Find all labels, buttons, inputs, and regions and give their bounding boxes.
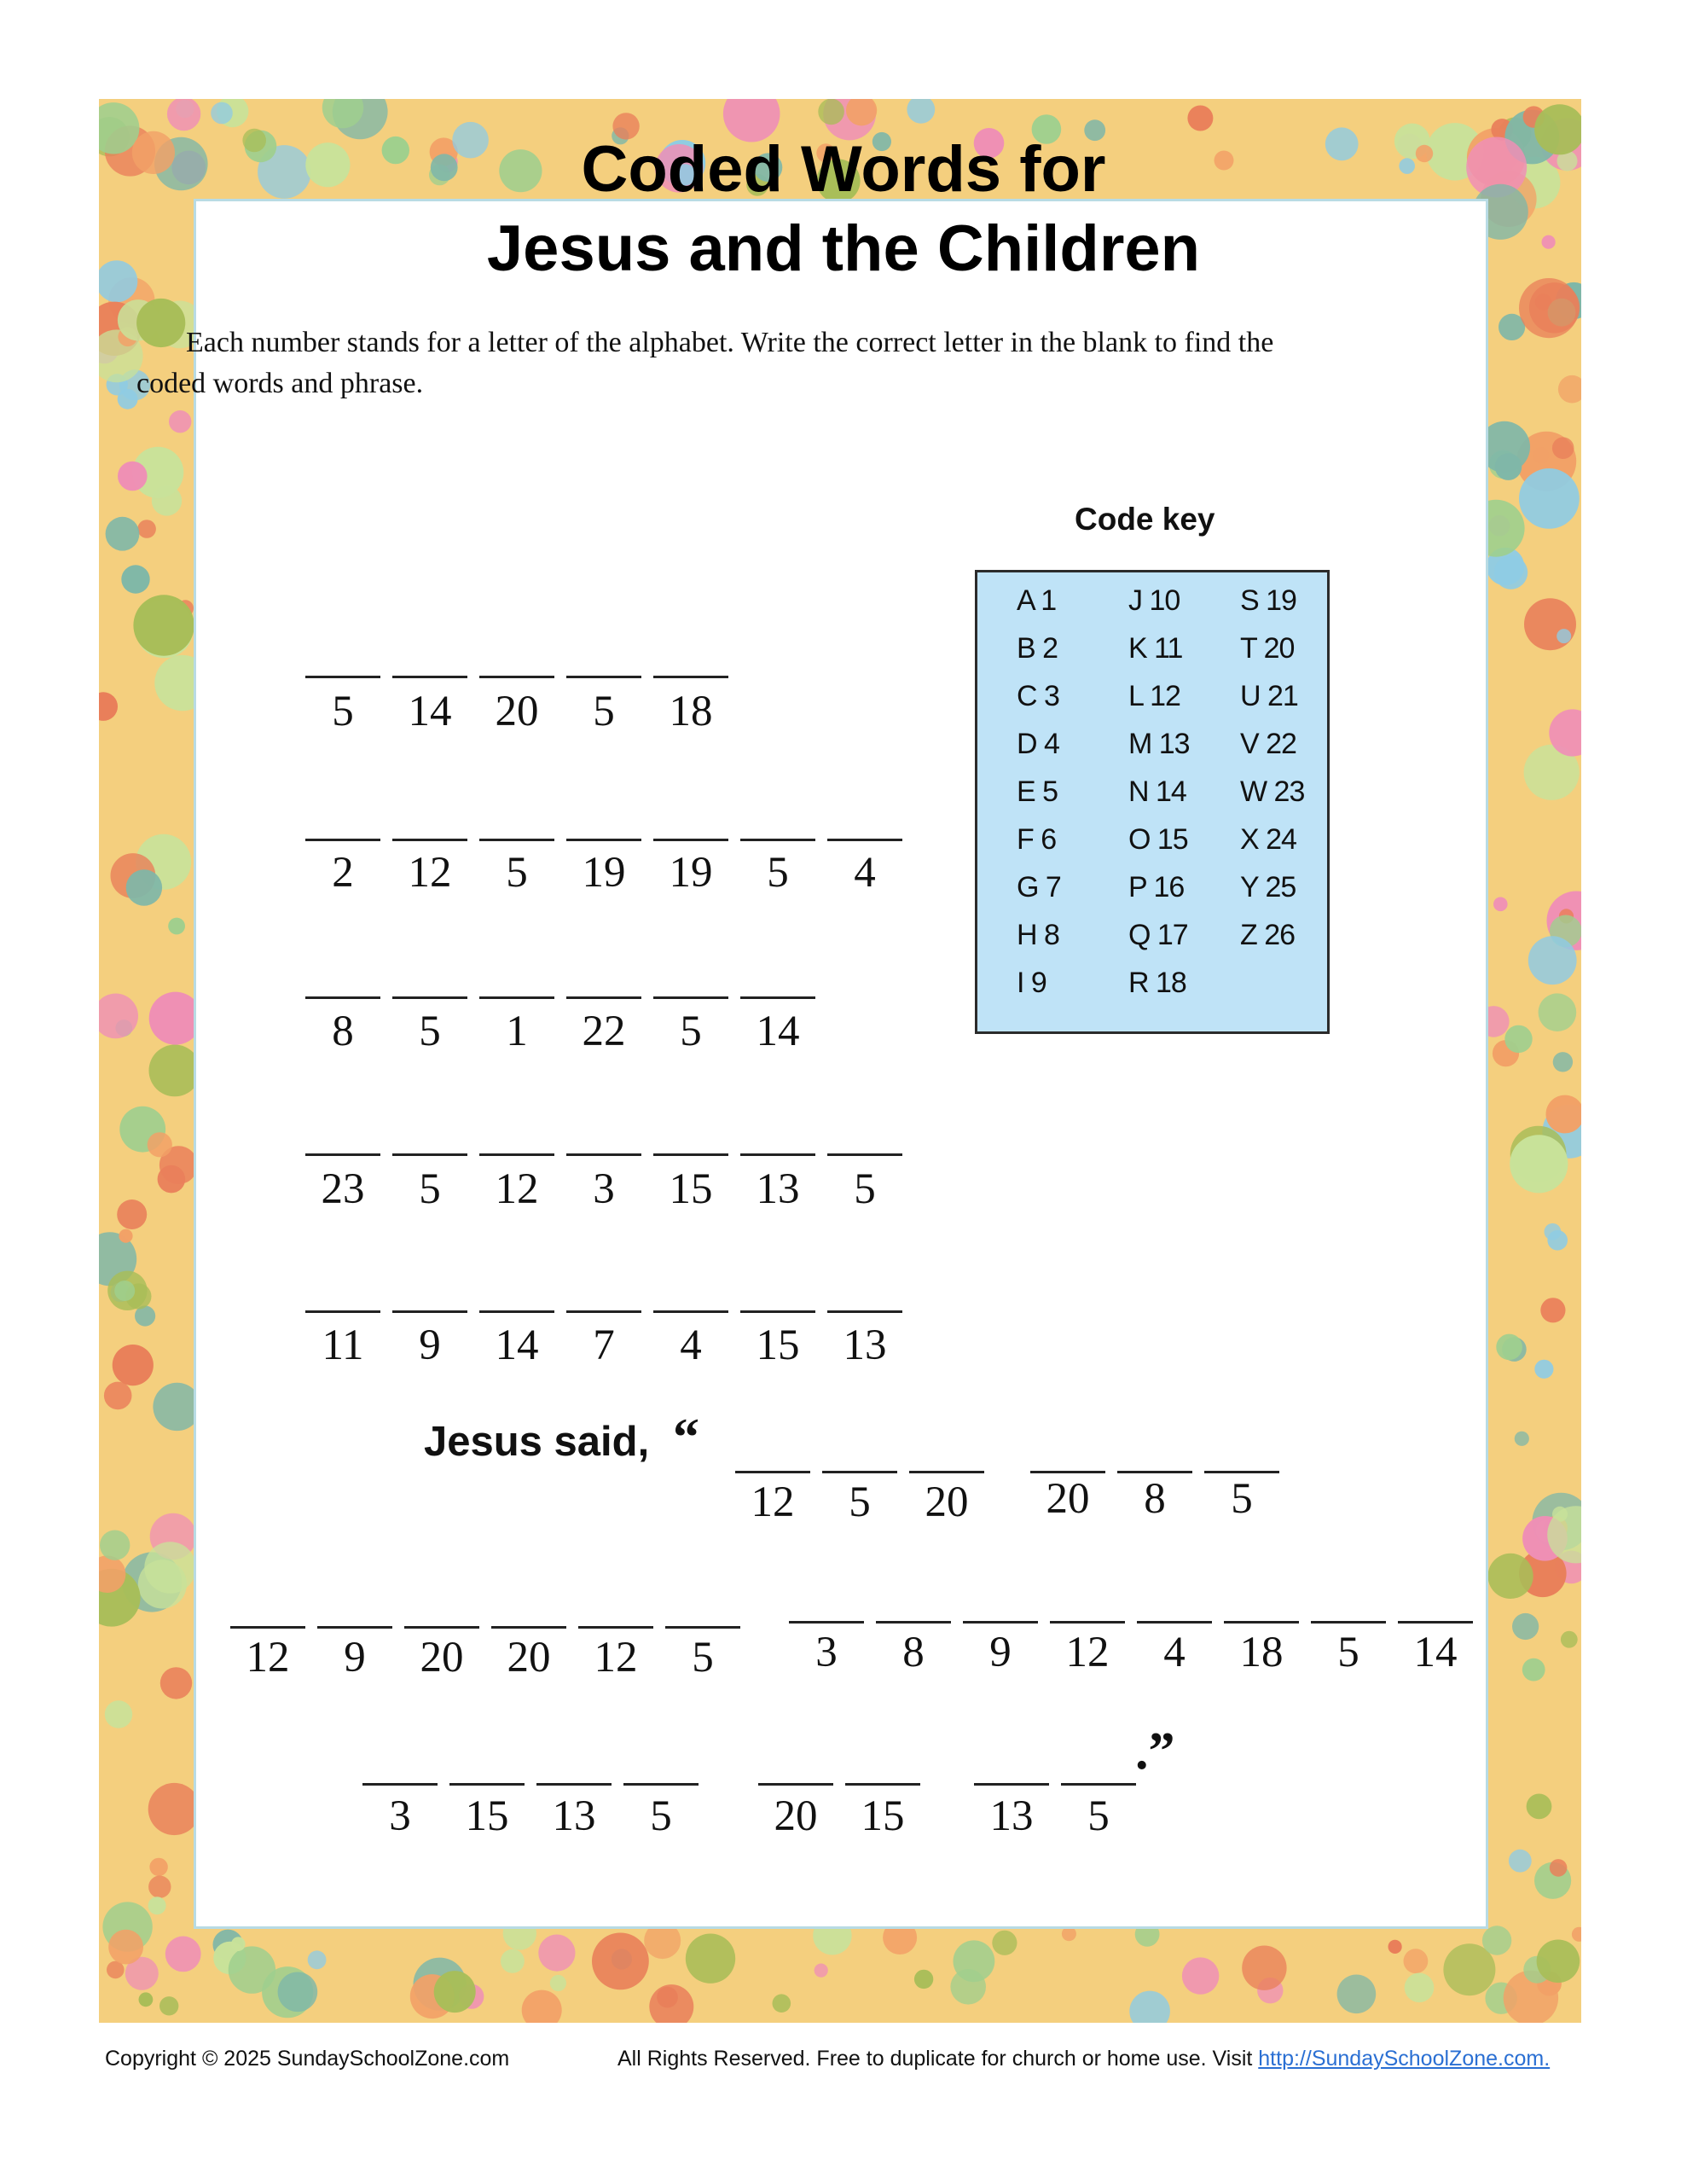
code-number: 4 [680,1321,702,1369]
border-dot [118,389,138,410]
border-dot [99,994,138,1039]
border-dot [657,1987,678,2008]
border-dot [106,517,140,551]
border-dot [148,1876,171,1898]
open-quote: “ [673,1409,699,1467]
border-dot [1493,897,1508,912]
border-dot [1496,1334,1522,1361]
border-dot [114,1281,135,1301]
letter-blank[interactable] [392,839,467,841]
code-number: 15 [861,1792,905,1840]
letter-blank[interactable] [479,1310,554,1313]
code-number: 8 [1144,1475,1166,1523]
letter-blank[interactable] [735,1471,810,1473]
border-dot [1242,1946,1286,1990]
border-dot [1534,1360,1553,1379]
letter-blank[interactable] [362,1783,438,1786]
border-dot [1539,993,1577,1031]
letter-blank[interactable] [1050,1621,1125,1623]
border-dot [1524,598,1576,650]
letter-blank[interactable] [566,1153,641,1156]
letter-blank[interactable] [665,1626,740,1629]
code-number: 13 [989,1792,1034,1840]
key-entry: D 4 [1017,728,1059,760]
code-number: 8 [332,1008,354,1055]
border-dot [592,1933,649,1990]
letter-blank[interactable] [1311,1621,1386,1623]
letter-blank[interactable] [1204,1471,1279,1473]
letter-blank[interactable] [822,1471,897,1473]
letter-blank[interactable] [1061,1783,1136,1786]
letter-blank[interactable] [740,996,815,999]
letter-blank[interactable] [305,676,380,678]
code-number: 3 [593,1165,615,1213]
code-number: 19 [582,849,626,897]
border-dot [100,1531,130,1560]
letter-blank[interactable] [566,676,641,678]
border-dot [1404,1949,1429,1973]
code-number: 5 [1231,1475,1253,1523]
code-number: 5 [593,688,615,735]
border-dot [1522,1658,1545,1682]
letter-blank[interactable] [758,1783,833,1786]
border-dot [165,1937,201,1972]
border-dot [1187,106,1213,131]
border-dot [169,410,191,433]
border-dot [550,1975,566,1991]
code-number: 5 [680,1008,702,1055]
letter-blank[interactable] [1117,1471,1192,1473]
letter-blank[interactable] [740,1153,815,1156]
border-dot [139,1992,154,2007]
border-dot [149,1858,167,1876]
border-dot [105,1700,132,1728]
code-number: 15 [465,1792,509,1840]
code-number: 4 [1163,1629,1186,1676]
letter-blank[interactable] [653,996,728,999]
key-entry: L 12 [1128,680,1180,712]
key-entry: X 24 [1240,823,1296,856]
code-number: 12 [495,1165,539,1213]
letter-blank[interactable] [566,839,641,841]
key-entry: W 23 [1240,775,1305,808]
border-dot [1557,629,1571,643]
key-entry: E 5 [1017,775,1058,808]
code-number: 5 [1337,1629,1359,1676]
code-number: 5 [849,1478,871,1526]
letter-blank[interactable] [479,839,554,841]
border-dot [104,1382,132,1410]
code-number: 14 [408,688,452,735]
code-number: 15 [669,1165,713,1213]
border-dot [1504,1025,1532,1053]
border-dot [148,1132,172,1157]
border-dot [108,1930,143,1965]
border-dot [501,1949,525,1973]
letter-blank[interactable] [305,1310,380,1313]
code-number: 18 [1239,1629,1284,1676]
border-dot [168,918,185,935]
code-number: 20 [1046,1475,1090,1523]
border-dot [113,1345,154,1385]
border-dot [773,1994,791,2013]
border-dot [1510,1135,1568,1193]
border-dot [159,1996,178,2015]
letter-blank[interactable] [740,1310,815,1313]
border-dot [1405,1973,1435,2003]
border-dot [1494,555,1528,589]
code-number: 18 [669,688,713,735]
key-entry: C 3 [1017,680,1059,712]
border-dot [308,1950,327,1969]
code-key-table [975,570,1330,1034]
footer-rights [617,2047,1550,2071]
rights-text: All Rights Reserved. Free to duplicate for church or home use. Visit [617,2047,1259,2071]
code-number: 12 [1065,1629,1110,1676]
border-dot [133,595,194,655]
border-dot [148,1896,166,1914]
border-dot [434,1971,476,2013]
key-entry: U 21 [1240,680,1298,712]
code-number: 23 [321,1165,365,1213]
code-number: 5 [692,1634,714,1682]
copyright-text: Copyright © 2025 SundaySchoolZone.com [105,2047,510,2071]
code-number: 1 [506,1008,528,1055]
key-entry: N 14 [1128,775,1186,808]
code-number: 13 [552,1792,596,1840]
code-key-title: Code key [1075,502,1215,537]
key-entry: I 9 [1017,967,1046,999]
code-number: 4 [854,849,876,897]
letter-blank[interactable] [653,1310,728,1313]
letter-blank[interactable] [305,1153,380,1156]
border-dot [914,1970,933,1989]
letter-blank[interactable] [1137,1621,1212,1623]
border-dot [1552,437,1574,459]
code-number: 5 [854,1165,876,1213]
code-number: 20 [420,1634,464,1682]
letter-blank[interactable] [1398,1621,1473,1623]
letter-blank[interactable] [974,1783,1049,1786]
close-quote: .” [1135,1722,1175,1780]
border-dot [522,1990,562,2023]
border-dot [118,462,148,491]
code-number: 14 [756,1008,800,1055]
letter-blank[interactable] [449,1783,525,1786]
border-dot [148,1783,200,1835]
code-number: 12 [246,1634,290,1682]
code-number: 11 [322,1321,364,1369]
letter-blank[interactable] [963,1621,1038,1623]
code-number: 20 [925,1478,969,1526]
code-number: 9 [989,1629,1012,1676]
border-dot [231,1937,246,1951]
border-dot [954,1940,995,1982]
letter-blank[interactable] [827,1310,902,1313]
code-number: 12 [751,1478,795,1526]
letter-blank[interactable] [491,1626,566,1629]
letter-blank[interactable] [305,839,380,841]
key-entry: A 1 [1017,584,1057,617]
border-dot [117,1199,147,1229]
key-entry: M 13 [1128,728,1190,760]
key-entry: V 22 [1240,728,1296,760]
border-dot [1553,1052,1573,1072]
border-dot [1182,1957,1219,1994]
letter-blank[interactable] [230,1626,305,1629]
letter-blank[interactable] [789,1621,864,1623]
code-number: 14 [495,1321,539,1369]
letter-blank[interactable] [845,1783,920,1786]
border-dot [1527,1794,1552,1820]
key-entry: B 2 [1017,632,1058,665]
key-entry: S 19 [1240,584,1296,617]
letter-blank[interactable] [479,1153,554,1156]
border-dot [278,1972,318,2013]
code-number: 5 [419,1008,441,1055]
code-number: 19 [669,849,713,897]
code-number: 9 [419,1321,441,1369]
border-dot [1129,1991,1170,2023]
key-entry: Z 26 [1240,919,1296,951]
code-number: 9 [344,1634,366,1682]
border-dot [126,869,162,905]
border-dot [538,1935,575,1972]
code-number: 5 [419,1165,441,1213]
key-entry: O 15 [1128,823,1188,856]
border-dot [907,99,935,124]
letter-blank[interactable] [404,1626,479,1629]
border-dot [229,1946,275,1993]
letter-blank[interactable] [623,1783,699,1786]
border-dot [1512,1613,1539,1640]
letter-blank[interactable] [536,1783,612,1786]
letter-blank[interactable] [566,996,641,999]
letter-blank[interactable] [392,996,467,999]
letter-blank[interactable] [1224,1621,1299,1623]
website-link[interactable]: http://SundaySchoolZone.com. [1258,2047,1551,2071]
key-entry: P 16 [1128,871,1185,903]
letter-blank[interactable] [317,1626,392,1629]
border-dot [1547,1230,1568,1251]
key-entry: Y 25 [1240,871,1296,903]
letter-blank[interactable] [392,1153,467,1156]
border-dot [1533,447,1549,463]
border-dot [167,99,200,131]
border-dot [1528,936,1577,985]
key-entry: K 11 [1128,632,1183,665]
border-dot [818,99,844,125]
key-entry: T 20 [1240,632,1295,665]
code-number: 20 [495,688,539,735]
code-number: 13 [756,1165,800,1213]
letter-blank[interactable] [1030,1471,1105,1473]
code-number: 20 [507,1634,551,1682]
border-dot [1537,1940,1580,1984]
code-number: 14 [1413,1629,1458,1676]
border-dot [1515,1432,1529,1446]
key-entry: Q 17 [1128,919,1188,951]
border-dot [1519,468,1580,529]
border-dot [1550,1859,1568,1877]
border-dot [1388,1940,1402,1954]
letter-blank[interactable] [827,839,902,841]
letter-blank[interactable] [827,1153,902,1156]
border-dot [1561,1631,1578,1648]
worksheet-title-line-2: Jesus and the Children [486,212,1201,285]
key-entry: J 10 [1128,584,1180,617]
instructions-text: Each number stands for a letter of the alphabet. Write the correct letter in the blank to find the coded words and phrase. [136,327,1274,399]
border-dot [1482,1926,1511,1955]
code-number: 5 [506,849,528,897]
code-number: 3 [815,1629,838,1676]
phrase-prefix: Jesus said, [424,1419,650,1465]
code-number: 8 [902,1629,925,1676]
code-number: 5 [332,688,354,735]
border-dot [1495,453,1522,480]
border-dot [99,692,118,721]
code-number: 20 [774,1792,818,1840]
letter-blank[interactable] [578,1626,653,1629]
key-entry: R 18 [1128,967,1186,999]
letter-blank[interactable] [566,1310,641,1313]
code-number: 2 [332,849,354,897]
border-dot [992,1931,1017,1955]
letter-blank[interactable] [479,676,554,678]
letter-blank[interactable] [740,839,815,841]
letter-blank[interactable] [392,676,467,678]
key-entry: F 6 [1017,823,1057,856]
letter-blank[interactable] [392,1310,467,1313]
letter-blank[interactable] [479,996,554,999]
border-dot [686,1934,735,1984]
border-dot [138,1560,187,1608]
border-dot [160,1667,192,1699]
letter-blank[interactable] [876,1621,951,1623]
code-number: 15 [756,1321,800,1369]
border-dot [1558,375,1581,404]
border-dot [1519,278,1579,338]
code-number: 12 [408,849,452,897]
border-dot [211,102,233,125]
letter-blank[interactable] [653,839,728,841]
code-number: 5 [650,1792,672,1840]
border-dot [121,565,149,593]
code-number: 22 [582,1008,626,1055]
key-entry: G 7 [1017,871,1061,903]
code-number: 13 [843,1321,887,1369]
letter-blank[interactable] [653,676,728,678]
border-dot [1540,1298,1565,1322]
code-number: 5 [1087,1792,1110,1840]
border-dot [1509,1850,1532,1873]
code-number: 5 [767,849,789,897]
border-dot [1488,1554,1533,1599]
worksheet-title-line-1: Coded Words for [581,133,1106,206]
border-dot [1572,1927,1581,1942]
border-dot [119,1229,132,1243]
border-dot [137,520,156,538]
letter-blank[interactable] [909,1471,984,1473]
code-number: 12 [594,1634,638,1682]
code-number: 7 [593,1321,615,1369]
code-number: 3 [389,1792,411,1840]
key-entry: H 8 [1017,919,1059,951]
border-dot [1337,1975,1377,2014]
letter-blank[interactable] [653,1153,728,1156]
letter-blank[interactable] [305,996,380,999]
border-dot [815,1964,828,1978]
